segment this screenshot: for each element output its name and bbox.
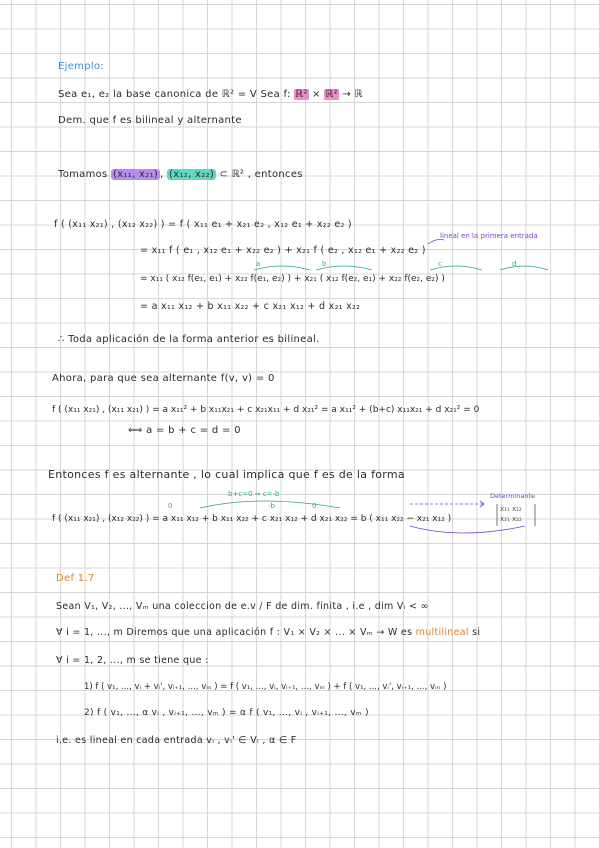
domain-r2-b: ℝ² <box>325 89 338 100</box>
determinante-row-2: x₂₁ x₂₂ <box>500 515 522 523</box>
definition-title: Def 1.7 <box>56 573 95 584</box>
det-underline <box>410 526 525 533</box>
eq7-mark-c: -b <box>268 502 275 510</box>
determinante-row-1: x₁₁ x₁₂ <box>500 505 522 513</box>
tomamos-prefix: Tomamos <box>58 169 112 180</box>
definition-line-3: ∀ i = 1, 2, ..., m se tiene que : <box>56 655 209 666</box>
definition-item-1: 1) f ( v₁, ..., vᵢ + vᵢ', vᵢ₊₁, ..., vₘ ) = f ( v₁, ..., vᵢ, vᵢ₊₁, ..., vₘ ) + f ( v₁, ..., vᵢ', vᵢ₊₁, ..., vₘ ) <box>84 682 447 692</box>
codomain: → ℝ <box>338 89 363 100</box>
equation-5: f ( (x₁₁ x₂₁) , (x₁₁ x₂₁) ) = a x₁₁² + b x₁₁x₂₁ + c x₂₁x₁₁ + d x₂₁² = a x₁₁² + (b+c) x₁₁x₂₁ + d x₂₁² = 0 <box>52 405 480 415</box>
times-sign: × <box>308 89 325 100</box>
conclusion-line: ∴ Toda aplicación de la forma anterior es bilineal. <box>58 334 320 345</box>
definition-line-2-text: ∀ i = 1, ..., m Diremos que una aplicación f : V₁ × V₂ × ... × Vₘ → W es <box>56 627 416 638</box>
example-title: Ejemplo: <box>58 61 105 72</box>
determinante-label: Determinante <box>490 492 536 500</box>
equation-3: = x₁₁ ( x₁₂ f(e₁, e₁) + x₂₂ f(e₁, e₂) ) + x₂₁ ( x₁₂ f(e₂, e₁) + x₂₂ f(e₂, e₂) ) <box>140 274 445 284</box>
mark-d: d <box>512 260 517 268</box>
equation-4: = a x₁₁ x₁₂ + b x₁₁ x₂₂ + c x₂₁ x₁₂ + d x₂₁ x₂₂ <box>140 301 361 312</box>
eq7-mark-a: 0 <box>168 502 173 510</box>
equation-6: ⟺ a = b + c = d = 0 <box>128 425 241 436</box>
det-bars <box>497 504 535 526</box>
multilineal-term: multilineal <box>415 627 469 638</box>
note-arrow-lineal <box>428 240 444 245</box>
brace-fe2e2 <box>500 266 548 270</box>
equation-2: = x₁₁ f ( e₁ , x₁₂ e₁ + x₂₂ e₂ ) + x₂₁ f ( e₂ , x₁₂ e₁ + x₂₂ e₂ ) <box>140 245 426 256</box>
brace-bc <box>200 501 340 508</box>
mark-c: c <box>438 260 442 268</box>
vector-2-highlight: (x₁₂, x₂₂) <box>169 169 215 180</box>
definition-line-2-end: si <box>468 627 481 638</box>
domain-r2-a: ℝ² <box>295 89 308 100</box>
vector-1-highlight: (x₁₁, x₂₁) <box>113 169 159 180</box>
definition-item-2: 2) f ( v₁, ..., α vᵢ , vᵢ₊₁, ..., vₘ ) = α f ( v₁, ..., vᵢ , vᵢ₊₁, ..., vₘ ) <box>84 708 369 718</box>
equation-7: f ( (x₁₁ x₂₁) , (x₁₂ x₂₂) ) = a x₁₁ x₁₂ + b x₁₁ x₂₂ + c x₂₁ x₁₂ + d x₂₁ x₂₂ = b ( x₁₁ x₂₂ − x₂₁ x₁₂ ) <box>52 514 452 524</box>
definition-line-1: Sean V₁, V₂, ..., Vₘ una coleccion de e.v / F de dim. finita , i.e , dim Vᵢ < ∞ <box>56 601 429 612</box>
eq7-mark-d: 0 <box>312 502 317 510</box>
mark-b: b <box>322 260 327 268</box>
entonces-line: Entonces f es alternante , lo cual implica que f es de la forma <box>48 468 405 481</box>
lineal-primera-entrada-note: lineal en la primera entrada <box>440 232 538 240</box>
tomamos-separator: , <box>160 169 168 180</box>
brace-fe2e1 <box>430 266 482 270</box>
equation-1: f ( (x₁₁ x₂₁) , (x₁₂ x₂₂) ) = f ( x₁₁ e₁ + x₂₁ e₂ , x₁₂ e₁ + x₂₂ e₂ ) <box>54 219 352 230</box>
example-line-2: Dem. que f es bilineal y alternante <box>58 115 242 126</box>
ahora-line: Ahora, para que sea alternante f(v, v) = 0 <box>52 373 275 384</box>
example-line-1-text: Sea e₁, e₂ la base canonica de ℝ² = V Sea f: <box>58 89 295 100</box>
bc-note: b+c=0 ⇒ c=-b <box>228 490 280 498</box>
tomamos-suffix: ⊂ ℝ² , entonces <box>216 169 303 180</box>
brace-fe1e2 <box>316 266 372 270</box>
mark-a: a <box>256 260 261 268</box>
definition-ie-line: i.e. es lineal en cada entrada vᵢ , vᵢ' ∈ Vᵢ , α ∈ F <box>56 735 297 746</box>
brace-fe1e1 <box>254 266 310 270</box>
